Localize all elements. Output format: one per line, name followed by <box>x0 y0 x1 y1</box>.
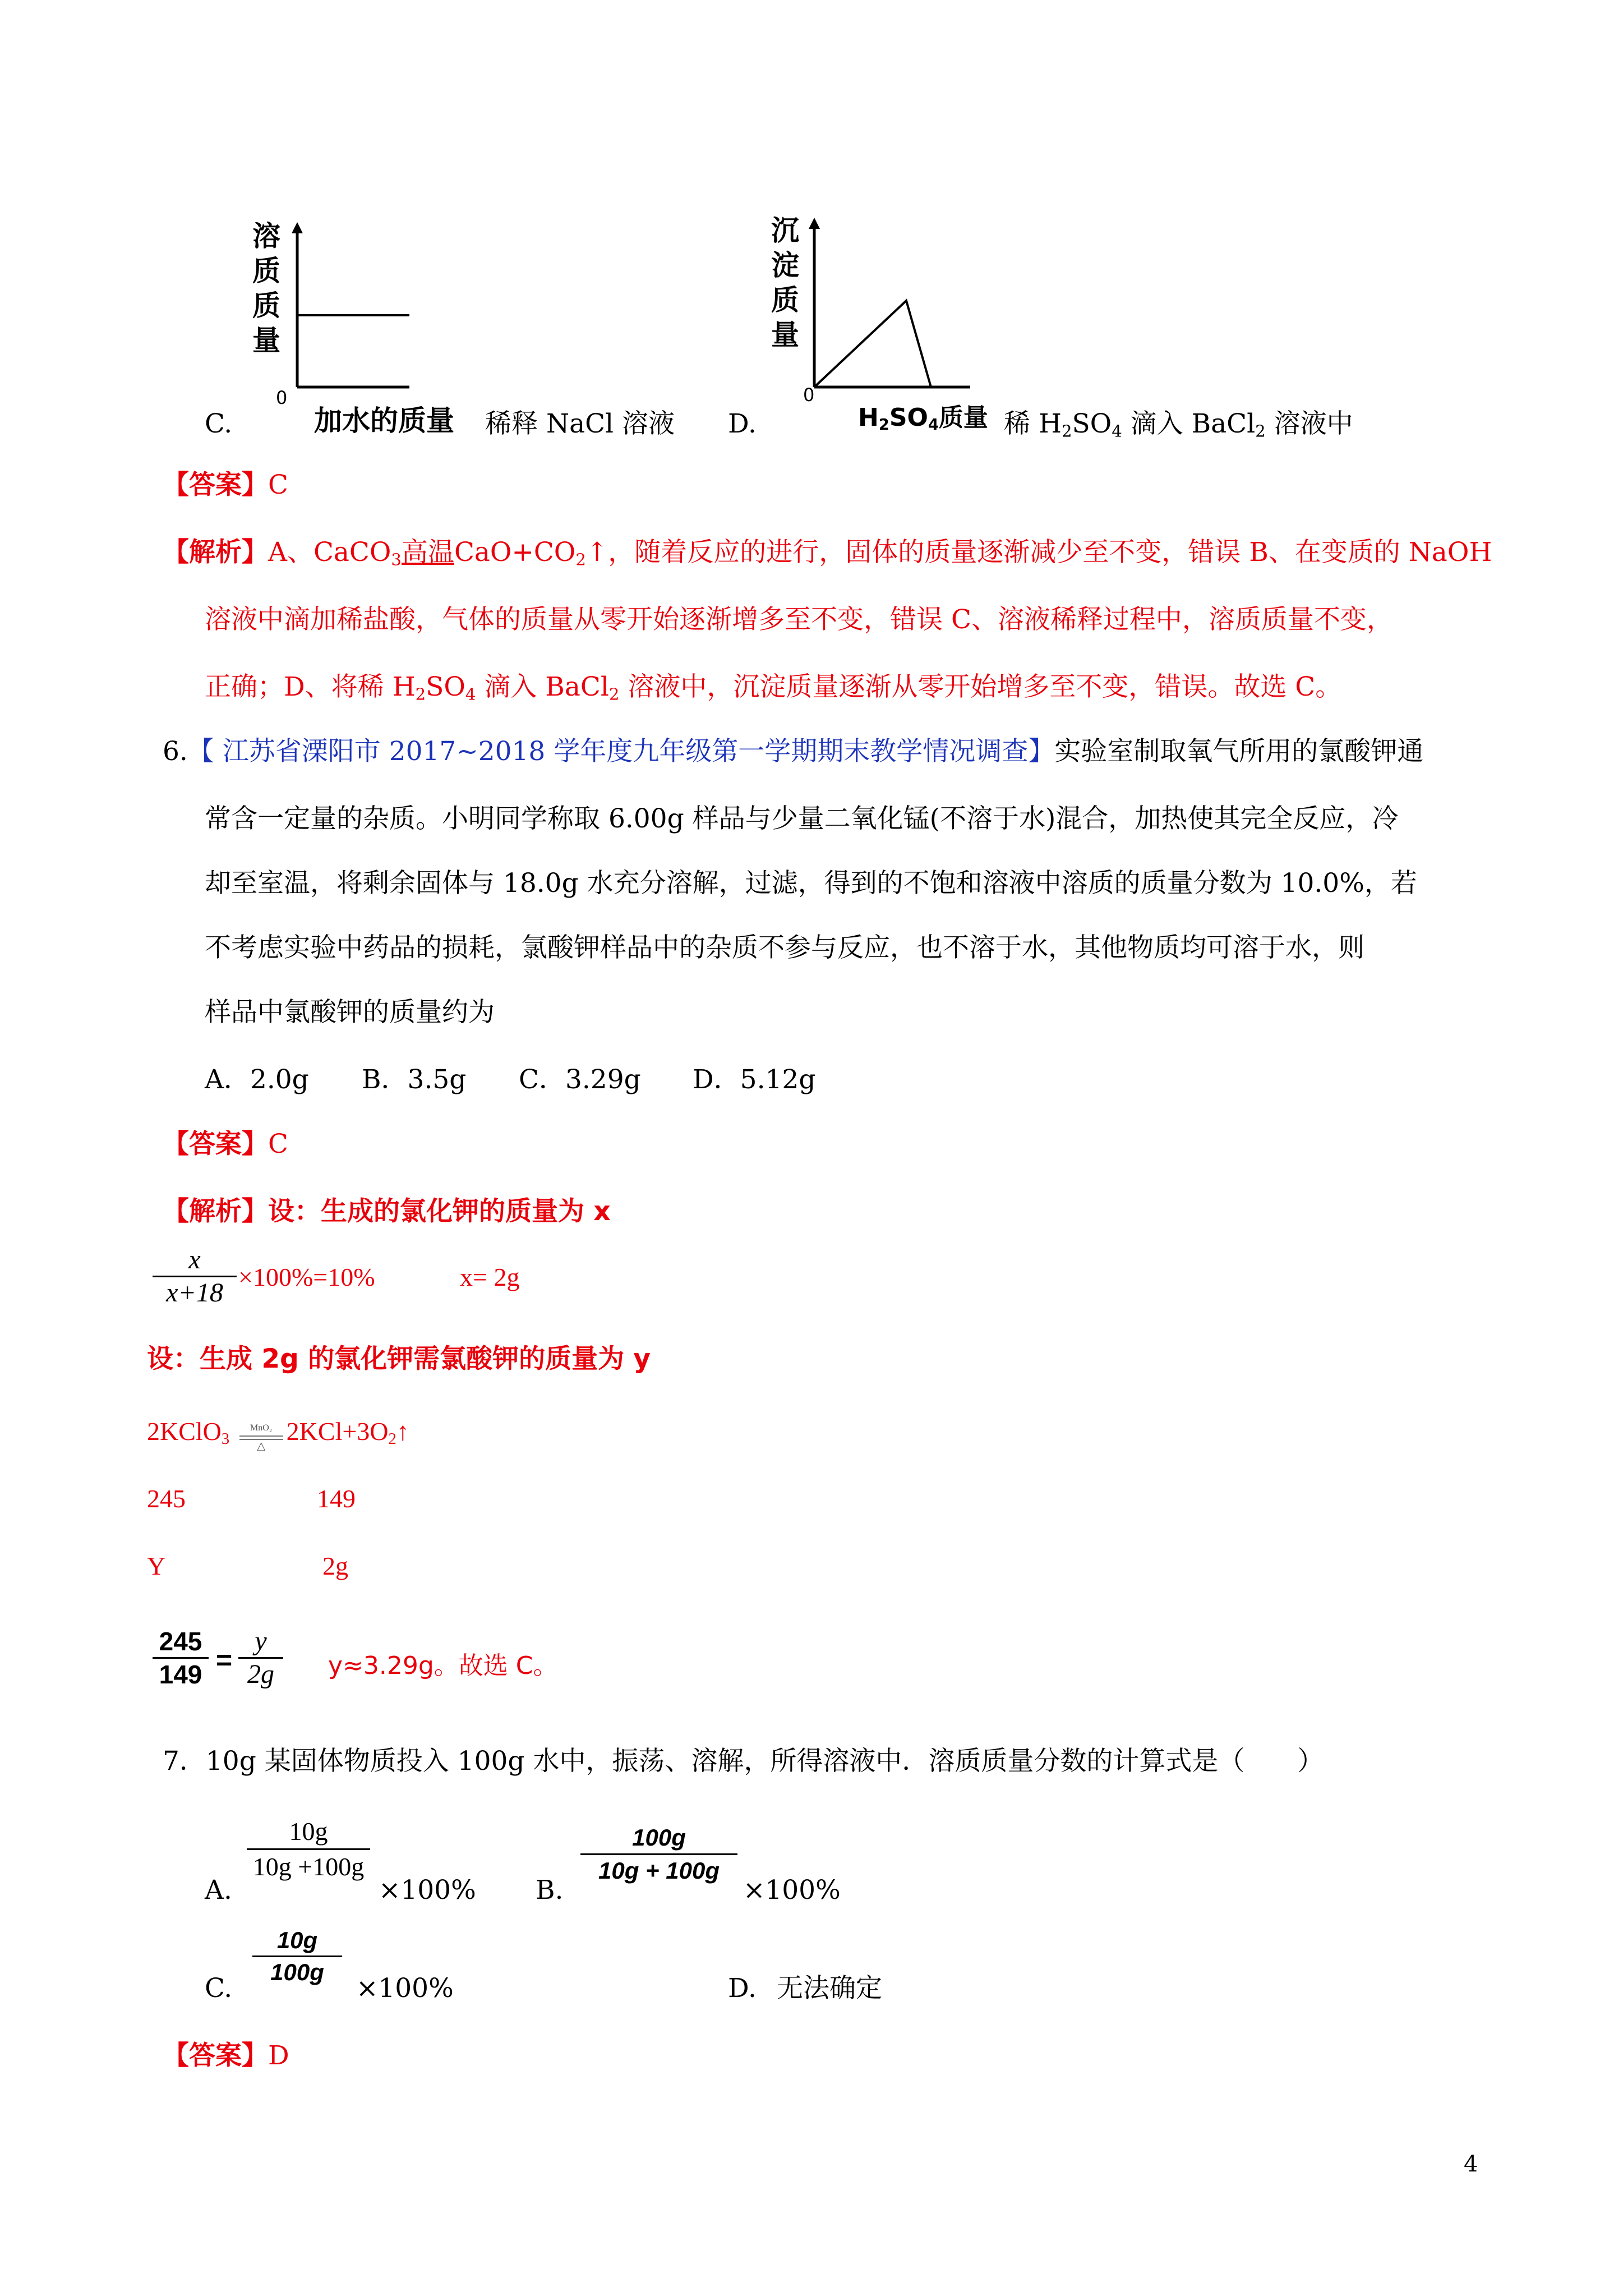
q5-analysis-line1: 【解析】A、CaCO$_3$高温$CaO+CO_2↑$，随着反应的进行，固体的质量逐渐减少至不变，错误 B、在变质的 NaOH <box>163 537 1492 569</box>
graph-c-xlabel: 加水的质量 <box>314 404 454 437</box>
graph-c-ylabel-2: 质 <box>252 255 280 287</box>
q6-analysis-set-x: 【解析】设：生成的氯化钾的质量为 x <box>163 1196 611 1227</box>
graph-d-xlabel: $H_2SO_4$质量 <box>858 403 988 434</box>
q7-option-a-label: A. <box>205 1875 232 1906</box>
q7-option-a-percent: ×100% <box>379 1875 476 1906</box>
q7-option-c-label: C. <box>205 1973 233 2004</box>
graph-d-origin: 0 <box>803 384 815 406</box>
heat-label: △ <box>256 1440 266 1452</box>
q5-analysis-line3: 正确；D、将稀 $H_2SO_4$ 滴入 BaCl$_2$ 溶液中，沉淀质量逐渐从零开始增多至不变，错误。故选 C。 <box>205 671 1342 704</box>
reaction-equation: 2KClO$_3$ MnO₂ △ $2KCl+3O_2↑$ <box>147 1417 409 1452</box>
q6-line3: 却至室温，将剩余固体与 18.0g 水充分溶解，过滤，得到的不饱和溶液中溶质的质量分数为 10.0%，若 <box>205 868 1417 899</box>
q7-option-a-fraction: 10g 10g +100g <box>247 1815 370 1884</box>
page-number: 4 <box>1464 2151 1478 2177</box>
q7-option-b-percent: ×100% <box>743 1875 841 1906</box>
q7-answer: 【答案】D <box>163 2040 289 2071</box>
graph-c-ylabel-4: 量 <box>252 324 280 357</box>
q6-line5: 样品中氯酸钾的质量约为 <box>205 997 495 1028</box>
q6-line4: 不考虑实验中药品的损耗，氯酸钾样品中的杂质不参与反应，也不溶于水，其他物质均可溶于水，则 <box>205 932 1364 963</box>
q7-option-c-percent: ×100% <box>356 1973 454 2004</box>
fraction-numerator: x <box>188 1245 201 1274</box>
option-d-label: D. <box>728 408 757 439</box>
graph-d-ylabel-2: 淀 <box>771 249 799 282</box>
graph-c <box>241 219 477 443</box>
molar-mass-left: 245 <box>147 1484 186 1513</box>
q7-option-b-fraction: 100g 10g + 100g <box>580 1822 737 1887</box>
graph-d-ylabel-3: 质 <box>771 284 799 316</box>
graph-c-ylabel-1: 溶 <box>252 220 280 252</box>
proportion-fraction-2: y 2g <box>238 1626 283 1690</box>
q6-option-d: D．5.12g <box>693 1064 816 1095</box>
q6-option-c: C．3.29g <box>519 1064 641 1095</box>
option-d-text: 稀 $H_2SO_4$ 滴入 BaCl$_2$ 溶液中 <box>1004 408 1353 441</box>
catalyst-label: MnO₂ <box>250 1423 273 1433</box>
q6-line1: 6.【 江苏省溧阳市 2017~2018 学年度九年级第一学期期末教学情况调查】实验室制取氧气所用的氯酸钾通 <box>163 736 1424 767</box>
molar-mass-right: 149 <box>317 1484 356 1513</box>
fraction-denominator: x+18 <box>166 1278 223 1308</box>
graph-d-line <box>814 301 931 387</box>
q6-option-b: B．3.5g <box>362 1064 467 1095</box>
proportion-equals: = <box>216 1644 233 1676</box>
q7-stem: 7．10g 某固体物质投入 100g 水中，振荡、溶解，所得溶液中．溶质质量分数的计算式是（ ） <box>163 1746 1324 1777</box>
graph-d <box>763 213 998 443</box>
q7-option-d-text: 无法确定 <box>777 1973 882 2004</box>
proportion-fraction-1: 245 149 <box>153 1626 209 1690</box>
variable-right: 2g <box>322 1552 348 1580</box>
graph-c-ylabel-3: 质 <box>252 289 280 322</box>
equation-percent: ×100%=10% <box>238 1263 375 1291</box>
q5-answer: 【答案】C <box>163 470 288 500</box>
q6-line2: 常含一定量的杂质。小明同学称取 6.00g 样品与少量二氧化锰(不溶于水)混合，加热使其完全反应，冷 <box>205 803 1399 834</box>
variable-left: Y <box>147 1552 166 1580</box>
x-result: x= 2g <box>460 1263 520 1291</box>
q6-analysis-set-y: 设：生成 2g 的氯化钾需氯酸钾的质量为 y <box>147 1343 651 1374</box>
option-c-text: 稀释 NaCl 溶液 <box>485 408 675 439</box>
option-c-label: C. <box>205 408 233 439</box>
graph-d-ylabel-4: 量 <box>771 319 799 351</box>
graph-c-origin: 0 <box>276 387 288 408</box>
q5-analysis-line2: 溶液中滴加稀盐酸，气体的质量从零开始逐渐增多至不变，错误 C、溶液稀释过程中，溶质质量不变， <box>205 604 1393 635</box>
q7-option-b-label: B. <box>536 1875 564 1906</box>
graph-d-ylabel-1: 沉 <box>771 214 799 247</box>
q7-option-c-fraction: 10g 100g <box>252 1925 342 1987</box>
proportion-result: y≈3.29g。故选 C。 <box>328 1651 558 1680</box>
q6-option-a: A．2.0g <box>205 1064 309 1095</box>
q7-option-d-label: D. <box>728 1973 757 2004</box>
q6-answer: 【答案】C <box>163 1129 288 1159</box>
fraction-x-over-x18 <box>153 1244 237 1309</box>
